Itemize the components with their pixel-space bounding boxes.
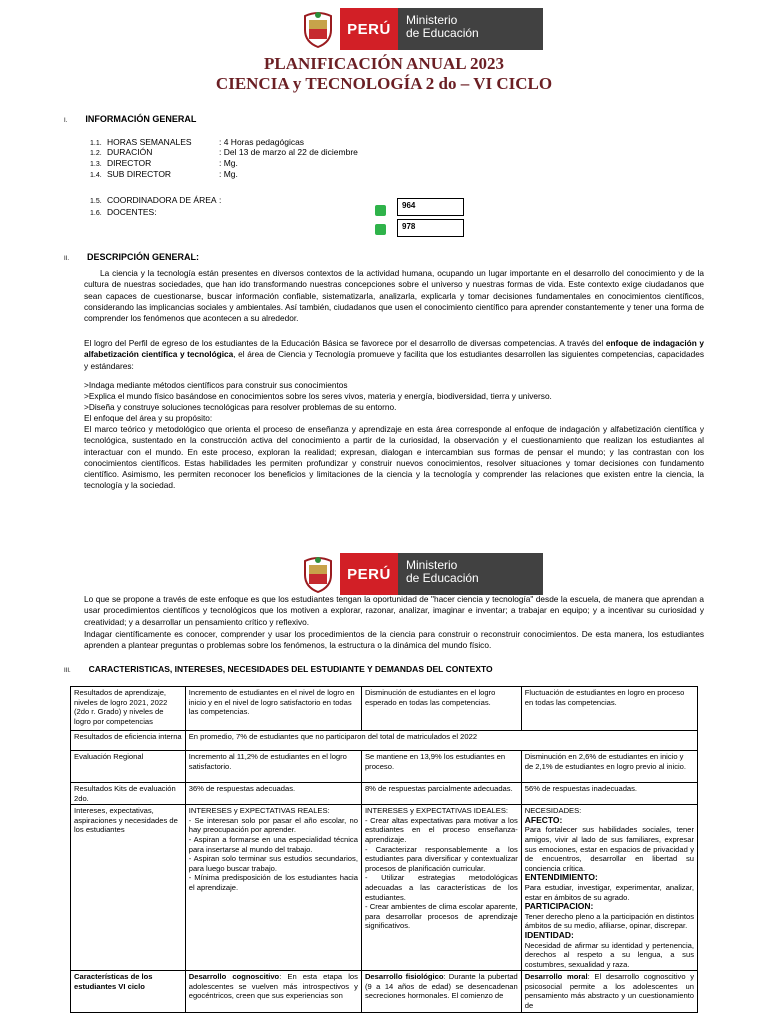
cell-line: - Caracterizar responsablemente a los estudiantes para diversificar y contextualizar procesos de planificación curricular. [364, 844, 518, 873]
cell-line: - Utilizar estrategias metodológicas adecuadas a las características de los estudiantes. [364, 873, 518, 902]
cell-line: NECESIDADES: [524, 806, 582, 816]
section-1-title: INFORMACIÓN GENERAL [85, 114, 197, 124]
table-cell: Características de los estudiantes VI ciclo [71, 971, 186, 1012]
info-num: 1.3. [90, 161, 102, 168]
table-cell-necesidades [521, 805, 697, 971]
cell-heading: Desarrollo cognoscitivo [188, 972, 280, 982]
enfoque-heading: El enfoque del área y su propósito: [84, 413, 213, 423]
minedu-logo-top [296, 8, 543, 50]
doc-title-1: PLANIFICACIÓN ANUAL 2023 [264, 54, 504, 73]
cell-line: - Crear altas expectativas para motivar a los estudiantes en el proceso enseñanza-aprendizaje. [364, 815, 518, 844]
cell-text: : El desarrollo cognoscitivo y psicosocial permite a los adolescentes un pensamiento más abstracto y un cuestionamiento de [524, 972, 694, 1011]
ministerio-line-2: de Educación [406, 26, 479, 40]
section-2-title: DESCRIPCIÓN GENERAL: [87, 252, 200, 262]
phone-box-2: 978 [397, 219, 464, 237]
ministerio-line-1: Ministerio [406, 13, 458, 27]
section-2-number: II. [64, 256, 70, 262]
desc-paragraph-3: El marco teórico y metodológico que orienta el proceso de enseñanza y aprendizaje en esta área corresponde al enfoque de indagación y alfabetización científica y tecnológica, sustentado en la construcción activa del conocimiento a partir de la curiosidad, la observación y el cuestionamiento que realizan los estudiantes al interactuar con el mundo. En este proceso, exploran la realidad; expresan, dialogan e intercambian sus formas de pensar el mundo; y las contrastan con los conocimientos científicos. Estas habilidades les permiten profundizar y construir nuevos conocimientos, resolver situaciones y tomar decisiones con fundamento científico. Asimismo, les permiten reconocer los beneficios y limitaciones de la ciencia y la tecnología y comprender las relaciones que existen entre la ciencia, la tecnología y la sociedad. [84, 424, 704, 491]
table-row [71, 971, 698, 1012]
info-num: 1.1. [90, 140, 102, 147]
whatsapp-icon [375, 224, 386, 235]
table-cell: 36% de respuestas adecuadas. [185, 783, 361, 805]
table-row [71, 751, 698, 783]
info-label: DURACIÓN [107, 147, 153, 157]
need-heading: ENTENDIMIENTO: [524, 872, 598, 883]
cell-text: : Durante la pubertad (9 a 14 años de edad) se desencadenan secreciones hormonales. El comienzo de [364, 972, 518, 1001]
competencia-1: >Indaga mediante métodos científicos para construir sus conocimientos [84, 380, 348, 390]
info-label: DOCENTES: [107, 207, 157, 217]
table-cell: Fluctuación de estudiantes en logro en proceso en todas las competencias. [521, 687, 697, 731]
table-row [71, 687, 698, 731]
table-cell: Incremento de estudiantes en el nivel de logro en inicio y en el nivel de logro satisfactorio en todas las competencias. [185, 687, 361, 731]
cell-line: - Se interesan solo por pasar el año escolar, no hay preocupación por aprender. [188, 815, 358, 835]
info-label: DIRECTOR [107, 158, 152, 168]
info-num: 1.5. [90, 198, 102, 205]
info-value: : [219, 195, 222, 205]
info-row-subdirector [90, 169, 238, 181]
peru-label: PERÚ [340, 553, 398, 595]
info-value: : Mg. [219, 169, 238, 179]
table-cell [361, 971, 521, 1012]
table-row [71, 731, 698, 751]
table-cell [185, 971, 361, 1012]
section-2-heading [64, 252, 199, 262]
cell-text: : En esta etapa los adolescentes se vuelven más introspectivos y egocéntricos, creen que sus experiencias son [188, 972, 358, 1001]
table-cell: Resultados de aprendizaje, niveles de logro 2021, 2022 (2do r. Grado) y niveles de logro por competencias [71, 687, 186, 731]
desc-p2-text: El logro del Perfil de egreso de los estudiantes de la Educación Básica se favorece por el desarrollo de diversas competencias. A través del [84, 338, 606, 348]
competencia-3: >Diseña y construye soluciones tecnológicas para resolver problemas de su entorno. [84, 402, 397, 412]
info-value: : Mg. [219, 158, 238, 168]
page2-paragraph-1: Lo que se propone a través de este enfoque es que los estudiantes tengan la oportunidad de "hacer ciencia y tecnología" desde la escuela, de manera que aprendan a usar procedimientos científicos y tecnológicos que los motiven a explorar, razonar, analizar, imaginar e inventar; a trabajar en equipo; y a incentivar su curiosidad y creatividad; y a desarrollar un pensamiento crítico y reflexivo. [84, 594, 704, 627]
table-row [71, 805, 698, 971]
table-cell [521, 971, 697, 1012]
need-text: Para estudiar, investigar, experimentar, analizar, estar en ámbitos de su agrado. [524, 882, 694, 902]
table-cell: 56% de respuestas inadecuadas. [521, 783, 697, 805]
section-1-heading [64, 114, 196, 124]
info-label: COORDINADORA DE ÁREA [107, 195, 217, 205]
phone-box-1: 964 [397, 198, 464, 216]
peru-label: PERÚ [340, 8, 398, 50]
cell-line: - Crear ambientes de clima escolar aparente, para desarrollar procesos de aprendizaje significativos. [364, 902, 518, 931]
page2-paragraph-2: Indagar científicamente es conocer, comprender y usar los procedimientos de la ciencia para construir o reconstruir conocimientos. De esta manera, los estudiantes aprenden a plantear preguntas o problemas sobre los fenómenos, la estructura o la dinámica del mundo físico. [84, 629, 704, 651]
cell-line: INTERESES y EXPECTATIVAS REALES: [188, 806, 330, 816]
table-cell: En promedio, 7% de estudiantes que no participaron del total de matriculados el 2022 [185, 731, 697, 751]
info-label: HORAS SEMANALES [107, 137, 192, 147]
table-row [71, 783, 698, 805]
table-cell: 8% de respuestas parcialmente adecuadas. [361, 783, 521, 805]
table-cell: Evaluación Regional [71, 751, 186, 783]
info-row-docentes [90, 207, 219, 219]
table-cell: Disminución de estudiantes en el logro esperado en todas las competencias. [361, 687, 521, 731]
table-cell-intereses-ideales [361, 805, 521, 971]
need-heading: AFECTO: [524, 814, 563, 825]
info-num: 1.6. [90, 210, 102, 217]
info-num: 1.2. [90, 150, 102, 157]
ministerio-line-1: Ministerio [406, 558, 458, 572]
ministerio-label [398, 8, 543, 50]
table-cell: Incremento al 11,2% de estudiantes en el logro satisfactorio. [185, 751, 361, 783]
cell-line: INTERESES y EXPECTATIVAS IDEALES: [364, 806, 508, 816]
section-3-number: III. [64, 668, 71, 674]
table-cell: Resultados Kits de evaluación 2do. [71, 783, 186, 805]
section-3-title: CARACTERISTICAS, INTERESES, NECESIDADES DEL ESTUDIANTE Y DEMANDAS DEL CONTEXTO [88, 664, 493, 674]
ministerio-line-2: de Educación [406, 571, 479, 585]
desc-paragraph-1: La ciencia y la tecnología están presentes en diversos contextos de la actividad humana, ocupando un lugar importante en el desarrollo del conocimiento y de la cultura de nuestras sociedades, que han ido transformando nuestras concepciones sobre el universo y nuestras formas de vida. Este contexto exige ciudadanos que sean capaces de cuestionarse, buscar información confiable, sistematizarla, analizarla, explicarla y tomar decisiones fundamentales en conocimientos científicos, considerando las implicancias sociales y ambientales. Así también, ciudadanos que usen el conocimiento científico para aprender constantemente y tener una forma de comprender los fenómenos que acontecen a su alrededor. [84, 268, 704, 324]
doc-title-2: CIENCIA y TECNOLOGÍA 2 do – VI CICLO [215, 74, 553, 93]
info-num: 1.4. [90, 172, 102, 179]
minedu-logo-page2 [296, 553, 543, 595]
competencia-2: >Explica el mundo físico basándose en conocimientos sobre los seres vivos, materia y energía, biodiversidad, tierra y universo. [84, 391, 552, 401]
section-1-number: I. [64, 118, 68, 124]
cell-line: - Aspiran a formarse en una especialidad técnica para insertarse al mundo del trabajo. [188, 834, 358, 854]
desc-paragraph-2 [84, 338, 704, 372]
enfoque-highlight: enfoque de indagación y alfabetización científica y tecnológica [84, 338, 704, 360]
info-value: : 4 Horas pedagógicas [219, 137, 305, 147]
coat-of-arms-icon [296, 553, 340, 595]
info-row-coordinadora [90, 195, 221, 207]
context-table [70, 686, 698, 1013]
info-label: SUB DIRECTOR [107, 169, 172, 179]
ministerio-label [398, 553, 543, 595]
need-heading: IDENTIDAD: [524, 929, 574, 940]
info-value: : Del 13 de marzo al 22 de diciembre [219, 147, 358, 157]
cell-heading: Desarrollo fisiológico [364, 972, 444, 982]
desc-p2-text-end: , el área de Ciencia y Tecnología promueve y facilita que los estudiantes desarrollen las siguientes competencias, capacidades y estándares: [84, 349, 704, 371]
table-cell-intereses-reales [185, 805, 361, 971]
table-cell: Intereses, expectativas, aspiraciones y necesidades de los estudiantes [71, 805, 186, 971]
table-cell: Resultados de eficiencia interna [71, 731, 186, 751]
cell-heading: Desarrollo moral [524, 972, 588, 982]
coat-of-arms-icon [296, 8, 340, 50]
cell-line: - Mínima predisposición de los estudiantes hacia el aprendizaje. [188, 873, 358, 892]
section-3-heading [64, 664, 493, 674]
table-cell: Se mantiene en 13,9% los estudiantes en proceso. [361, 751, 521, 783]
need-heading: PARTICIPACION: [524, 901, 594, 912]
need-text: Tener derecho pleno a la participación en distintos ámbitos de su medio, afiliarse, opinar, discrepar. [524, 911, 694, 931]
whatsapp-icon [375, 205, 386, 216]
table-cell: Disminución en 2,6% de estudiantes en inicio y de 2,1% de estudiantes en logro previo al inicio. [521, 751, 697, 783]
cell-line: - Aspiran solo terminar sus estudios secundarios, para luego buscar trabajo. [188, 854, 358, 873]
need-text: Para fortalecer sus habilidades sociales, tener amigos, vivir al lado de sus familiares, expresar sus emociones, estar en espacios de privacidad y de encuentros, desarrollar en libertad su conciencia crítica. [524, 825, 694, 873]
need-text: Necesidad de afirmar su identidad y pertenencia, derechos al respeto a su lengua, a sus costumbres, sexualidad y raza. [524, 940, 694, 969]
